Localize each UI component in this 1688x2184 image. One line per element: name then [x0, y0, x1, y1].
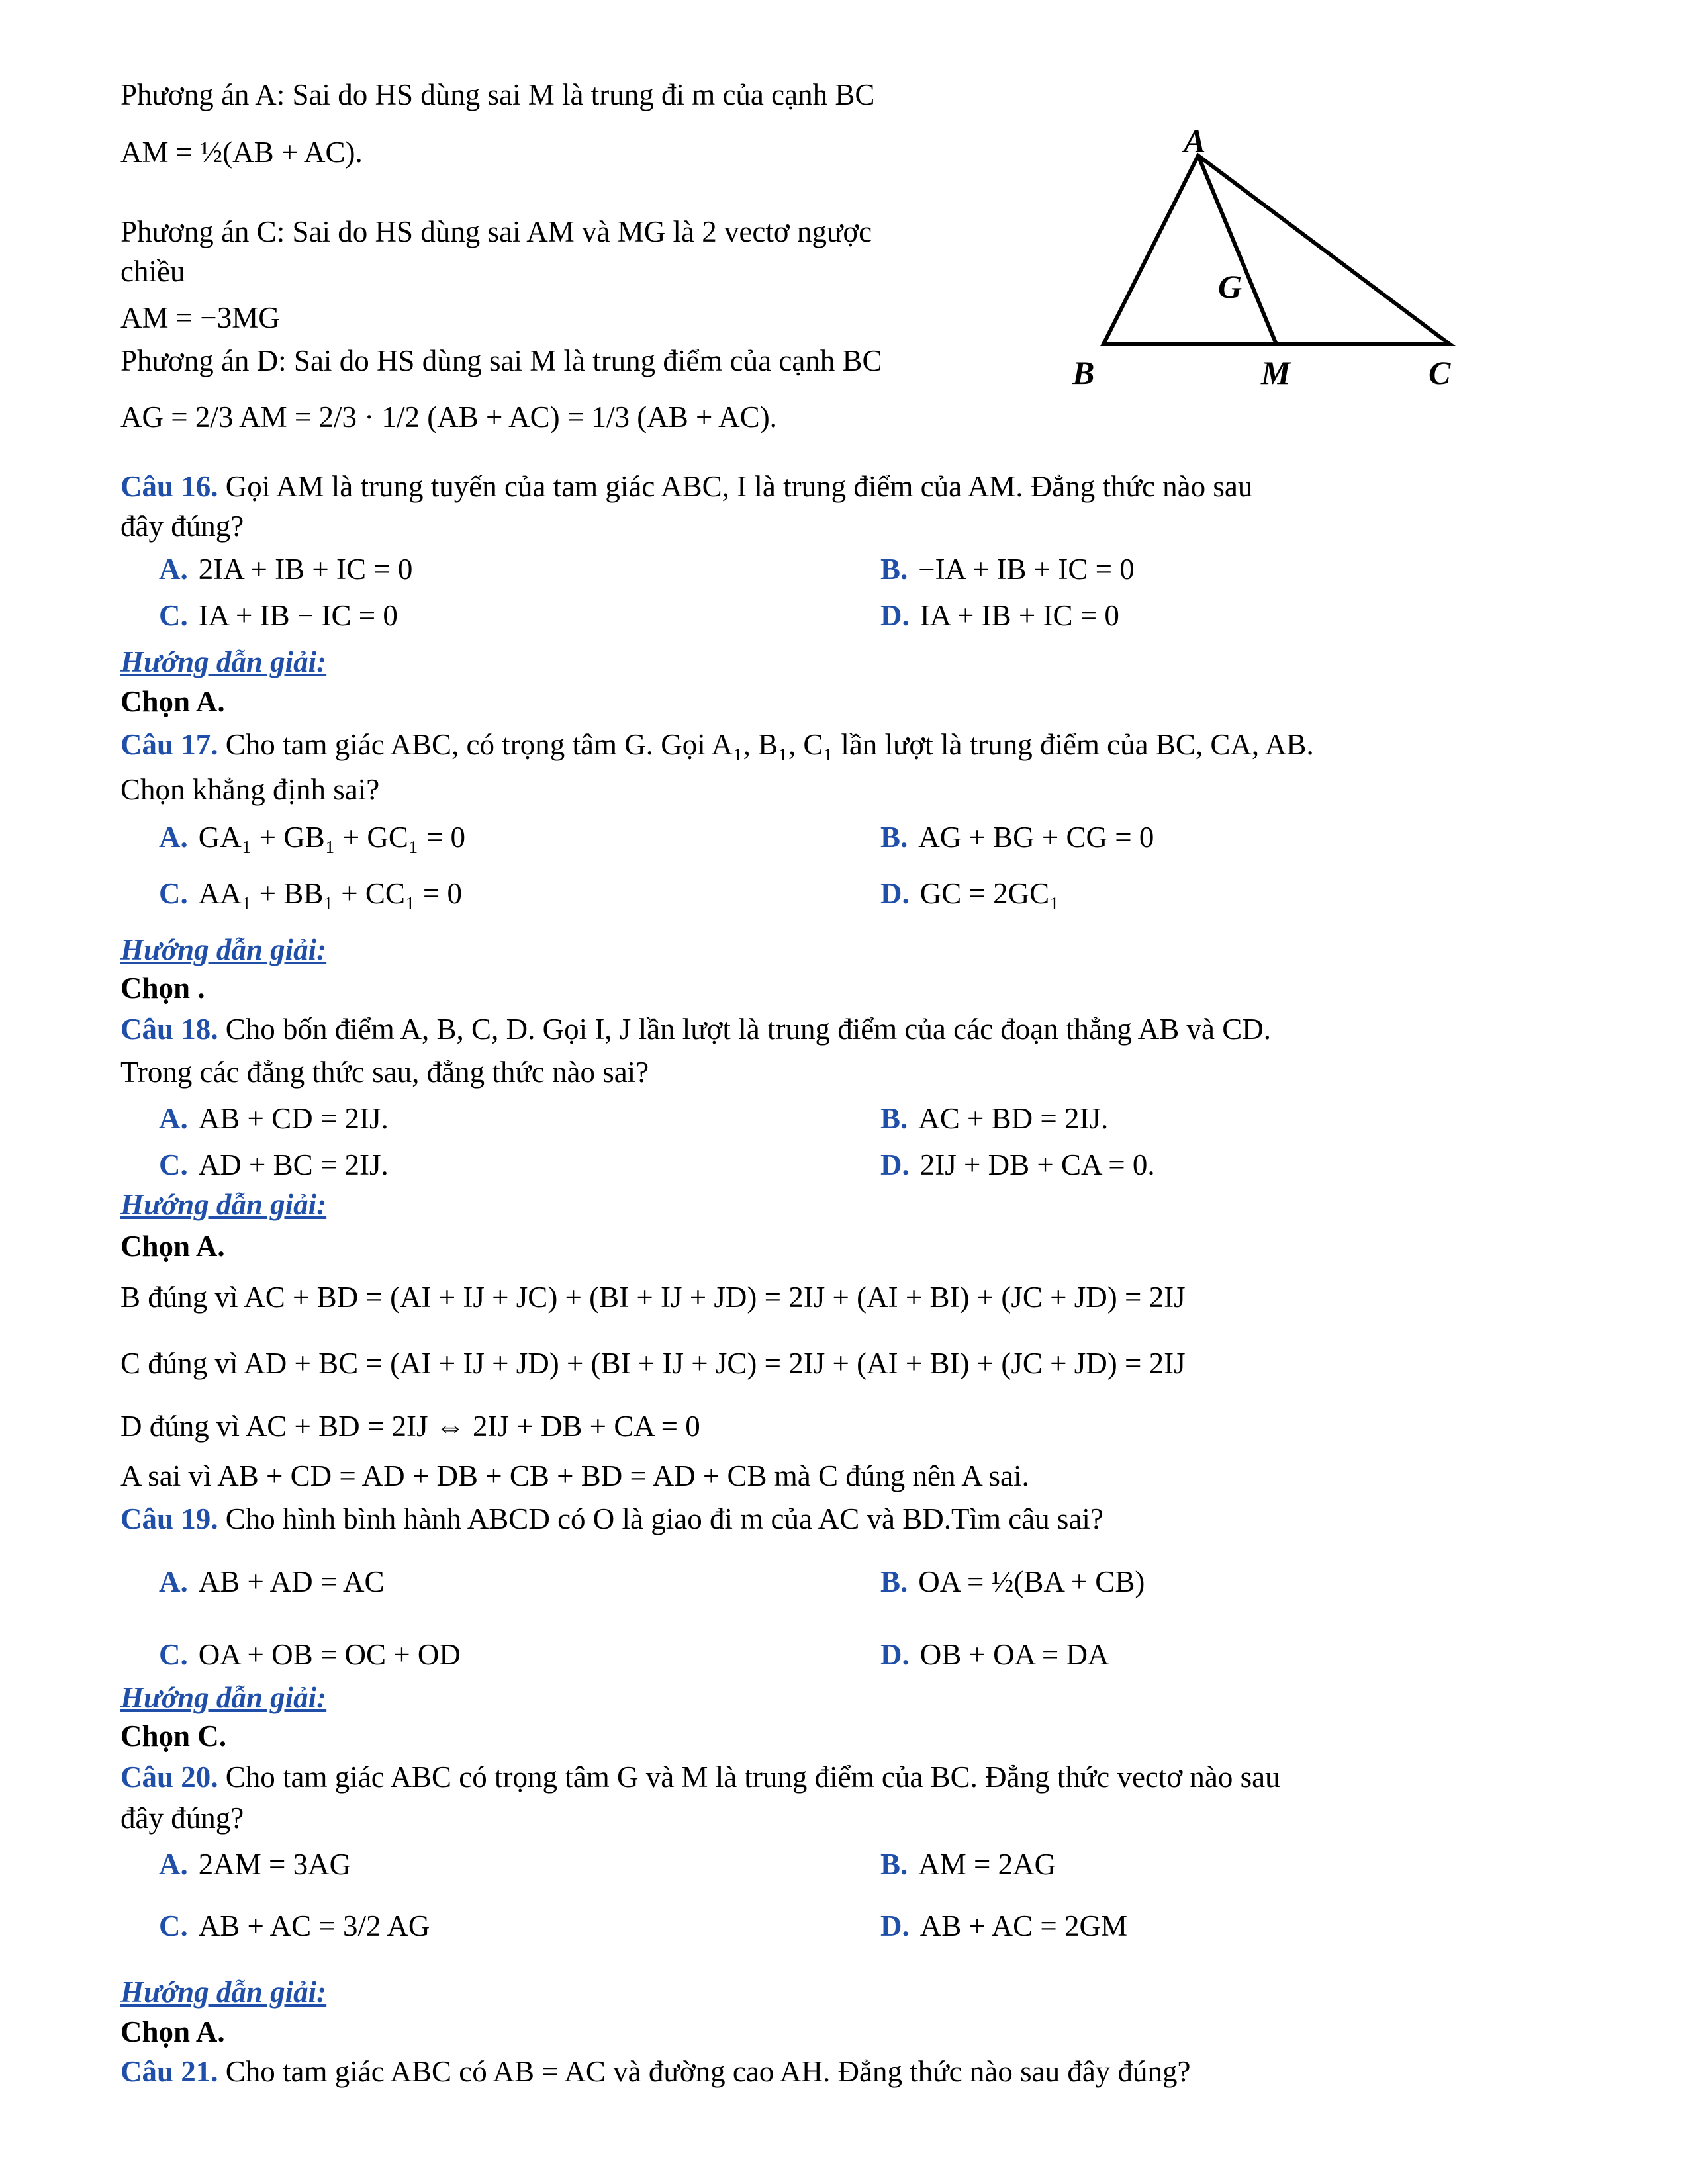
option-d: D. IA + IB + IC = 0 — [880, 599, 1119, 632]
solution-line: C đúng vì AD + BC = (AI + IJ + JD) + (BI + IJ + JC) = 2IJ + (AI + BI) + (JC + JD) = 2IJ — [120, 1347, 1186, 1380]
answer: Chọn . — [120, 972, 205, 1005]
option-b: B. AC + BD = 2IJ. — [880, 1102, 1109, 1135]
solution-line: B đúng vì AC + BD = (AI + IJ + JC) + (BI + IJ + JD) = 2IJ + (AI + BI) + (JC + JD) = 2IJ — [120, 1281, 1186, 1314]
option-d: D. AB + AC = 2GM — [880, 1909, 1128, 1942]
solution-heading: Hướng dẫn giải: — [120, 933, 327, 966]
solution-heading: Hướng dẫn giải: — [120, 1681, 327, 1714]
option-c: C. AD + BC = 2IJ. — [159, 1148, 389, 1181]
formula-line: AM = ½(AB + AC). — [120, 136, 363, 169]
option-c: C. OA + OB = OC + OD — [159, 1638, 461, 1671]
question-21: Câu 21. Cho tam giác ABC có AB = AC và đường cao AH. Đẳng thức nào sau đây đúng? — [120, 2055, 1191, 2088]
text-line: chiều — [120, 255, 185, 288]
question-19: Câu 19. Cho hình bình hành ABCD có O là giao đi m của AC và BD.Tìm câu sai? — [120, 1502, 1103, 1535]
question-16 — [120, 470, 1252, 504]
option-c: C. AA₁ + BB₁ + CC₁ = 0 — [159, 877, 463, 910]
option-d: D. GC = 2GC₁ — [880, 877, 1060, 910]
formula-line: AG = 2/3 AM = 2/3 · 1/2 (AB + AC) = 1/3 (AB + AC). — [120, 400, 777, 433]
option-b: B. AG + BG + CG = 0 — [880, 821, 1154, 854]
option-a: A. 2IA + IB + IC = 0 — [159, 553, 413, 586]
question-label: Câu 16. — [120, 470, 218, 503]
option-d: D. OB + OA = DA — [880, 1638, 1109, 1671]
option-b: B. −IA + IB + IC = 0 — [880, 553, 1135, 586]
question-20: Câu 20. Cho tam giác ABC có trọng tâm G và M là trung điểm của BC. Đẳng thức vectơ nào sau — [120, 1760, 1280, 1794]
label-g: G — [1218, 268, 1243, 305]
option-c: C. IA + IB − IC = 0 — [159, 599, 398, 632]
answer: Chọn A. — [120, 1230, 225, 1263]
text-line: Phương án A: Sai do HS dùng sai M là trung đi m của cạnh BC — [120, 78, 875, 111]
solution-heading: Hướng dẫn giải: — [120, 645, 327, 678]
answer: Chọn A. — [120, 685, 225, 718]
option-a: A. AB + AD = AC — [159, 1565, 385, 1598]
solution-line: D đúng vì AC + BD = 2IJ ⇔ 2IJ + DB + CA = 0 — [120, 1410, 700, 1443]
label-a: A — [1184, 126, 1206, 159]
question-text-cont: Trong các đẳng thức sau, đẳng thức nào sai? — [120, 1056, 649, 1089]
text-line: Phương án D: Sai do HS dùng sai M là trung điểm của cạnh BC — [120, 344, 882, 377]
solution-line: A sai vì AB + CD = AD + DB + CB + BD = AD + CB mà C đúng nên A sai. — [120, 1459, 1029, 1492]
option-b: B. AM = 2AG — [880, 1848, 1056, 1881]
solution-heading: Hướng dẫn giải: — [120, 1976, 327, 2009]
answer: Chọn A. — [120, 2015, 225, 2048]
answer: Chọn C. — [120, 1719, 227, 1752]
option-a: A. GA₁ + GB₁ + GC₁ = 0 — [159, 821, 465, 854]
question-text-cont: đây đúng? — [120, 1801, 244, 1835]
triangle-diagram — [1053, 126, 1483, 404]
label-m: M — [1261, 354, 1291, 391]
option-d: D. 2IJ + DB + CA = 0. — [880, 1148, 1155, 1181]
text-line: Phương án C: Sai do HS dùng sai AM và MG là 2 vectơ ngược — [120, 215, 872, 248]
option-c: C. AB + AC = 3/2 AG — [159, 1909, 430, 1942]
option-a: A. 2AM = 3AG — [159, 1848, 352, 1881]
option-a: A. AB + CD = 2IJ. — [159, 1102, 389, 1135]
label-c: C — [1429, 354, 1451, 391]
question-18: Câu 18. Cho bốn điểm A, B, C, D. Gọi I, J lần lượt là trung điểm của các đoạn thẳng AB và CD. — [120, 1013, 1271, 1046]
question-text: Gọi AM là trung tuyến của tam giác ABC, I là trung điểm của AM. Đẳng thức nào sau — [225, 470, 1253, 503]
question-text-cont: Chọn khẳng định sai? — [120, 773, 380, 806]
triangle-abc — [1103, 156, 1450, 344]
option-b: B. OA = ½(BA + CB) — [880, 1565, 1145, 1598]
label-b: B — [1072, 354, 1095, 391]
question-text-cont: đây đúng? — [120, 510, 244, 543]
solution-heading: Hướng dẫn giải: — [120, 1188, 327, 1221]
formula-line: AM = −3MG — [120, 301, 280, 334]
question-17: Câu 17. Cho tam giác ABC, có trọng tâm G. Gọi A₁, B₁, C₁ lần lượt là trung điểm của BC, CA, AB. — [120, 728, 1314, 761]
